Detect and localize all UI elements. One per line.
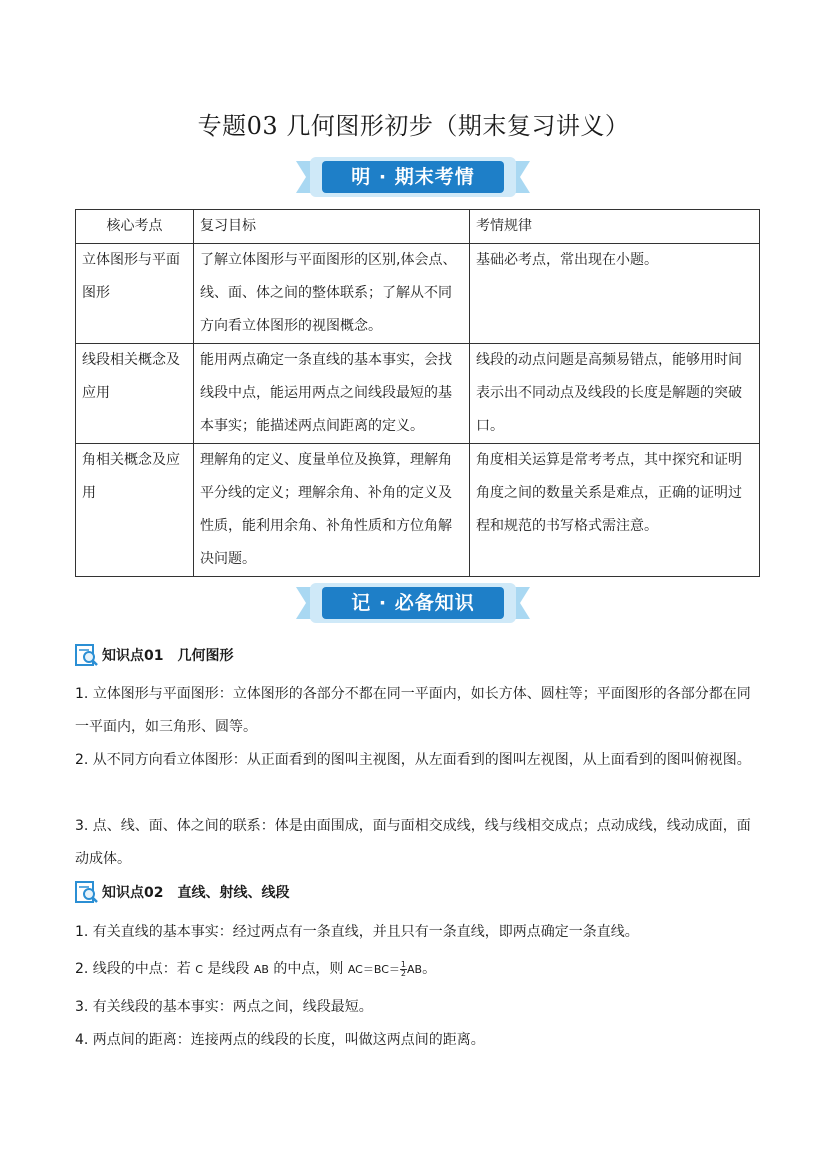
table-header-row bbox=[76, 210, 760, 244]
math-var: AB bbox=[253, 963, 269, 976]
kp-title: 直线、射线、线段 bbox=[177, 885, 290, 901]
table-cell: 立体图形与平面图形 bbox=[76, 244, 194, 344]
kp1-item: 2. 从不同方向看立体图形：从正面看到的图叫主视图，从左面看到的图叫左视图，从上面看到的图叫俯视图。 bbox=[75, 752, 751, 768]
kp1-item: 1. 立体图形与平面图形：立体图形的各部分不都在同一平面内，如长方体、圆柱等；平面图形的各部分都在同一平面内，如三角形、圆等。 bbox=[75, 686, 751, 735]
math-var: AB bbox=[406, 963, 423, 976]
table-cell: 能用两点确定一条直线的基本事实，会找线段中点，能运用两点之间线段最短的基本事实；能描述两点间距离的定义。 bbox=[194, 344, 470, 444]
table-cell: 基础必考点，常出现在小题。 bbox=[470, 244, 760, 344]
text: 是线段 bbox=[202, 961, 254, 977]
table-cell: 角度相关运算是常考考点，其中探究和证明角度之间的数量关系是难点，正确的证明过程和规范的书写格式需注意。 bbox=[470, 444, 760, 577]
fraction bbox=[400, 961, 407, 978]
header-cell: 复习目标 bbox=[194, 210, 470, 244]
kp2-item: 3. 有关线段的基本事实：两点之间，线段最短。 bbox=[75, 999, 373, 1015]
banner-title: 明 · 期末考情 bbox=[351, 166, 475, 188]
magnifier-book-icon bbox=[75, 643, 99, 667]
magnifier-book-icon bbox=[75, 880, 99, 904]
kp-number: 知识点02 bbox=[102, 885, 164, 901]
table-cell: 理解角的定义、度量单位及换算，理解角平分线的定义；理解余角、补角的定义及性质，能利用余角、补角性质和方位角解决问题。 bbox=[194, 444, 470, 577]
table-row bbox=[76, 244, 760, 344]
banner-title: 记 · 必备知识 bbox=[351, 592, 475, 614]
knowledge-point-label bbox=[102, 645, 233, 665]
kp2-item-midpoint bbox=[75, 953, 763, 986]
knowledge-point-label bbox=[102, 882, 289, 902]
math-expr: AC＝BC＝ bbox=[347, 963, 400, 976]
table-row bbox=[76, 344, 760, 444]
frac-numerator: 1 bbox=[400, 959, 406, 969]
kp2-item: 4. 两点间的距离：连接两点的线段的长度，叫做这两点间的距离。 bbox=[75, 1032, 485, 1048]
table-cell: 线段的动点问题是高频易错点，能够用时间表示出不同动点及线段的长度是解题的突破口。 bbox=[470, 344, 760, 444]
section-banner-exam bbox=[296, 155, 530, 199]
text: 2. 线段的中点：若 bbox=[75, 961, 196, 977]
table-cell: 了解立体图形与平面图形的区别,体会点、线、面、体之间的整体联系；了解从不同方向看立体图形的视图概念。 bbox=[194, 244, 470, 344]
table-cell: 线段相关概念及应用 bbox=[76, 344, 194, 444]
kp-number: 知识点01 bbox=[102, 648, 164, 664]
text: 的中点，则 bbox=[268, 961, 348, 977]
knowledge-point-heading bbox=[75, 643, 233, 667]
knowledge-point-heading bbox=[75, 880, 289, 904]
table-cell: 角相关概念及应用 bbox=[76, 444, 194, 577]
header-cell: 核心考点 bbox=[76, 210, 194, 244]
text: 。 bbox=[422, 961, 437, 977]
frac-denominator: 2 bbox=[400, 968, 406, 978]
header-cell: 考情规律 bbox=[470, 210, 760, 244]
kp1-item: 3. 点、线、面、体之间的联系：体是由面围成，面与面相交成线，线与线相交成点；点动成线，线动成面，面动成体。 bbox=[75, 818, 751, 867]
math-var: C bbox=[195, 963, 203, 976]
kp-title: 几何图形 bbox=[177, 648, 234, 664]
kp2-item: 1. 有关直线的基本事实：经过两点有一条直线，并且只有一条直线，即两点确定一条直线。 bbox=[75, 924, 639, 940]
table-row bbox=[76, 444, 760, 577]
page-title: 专题03 几何图形初步（期末复习讲义） bbox=[197, 112, 630, 140]
section-banner-knowledge bbox=[296, 581, 530, 625]
review-table bbox=[75, 209, 760, 577]
